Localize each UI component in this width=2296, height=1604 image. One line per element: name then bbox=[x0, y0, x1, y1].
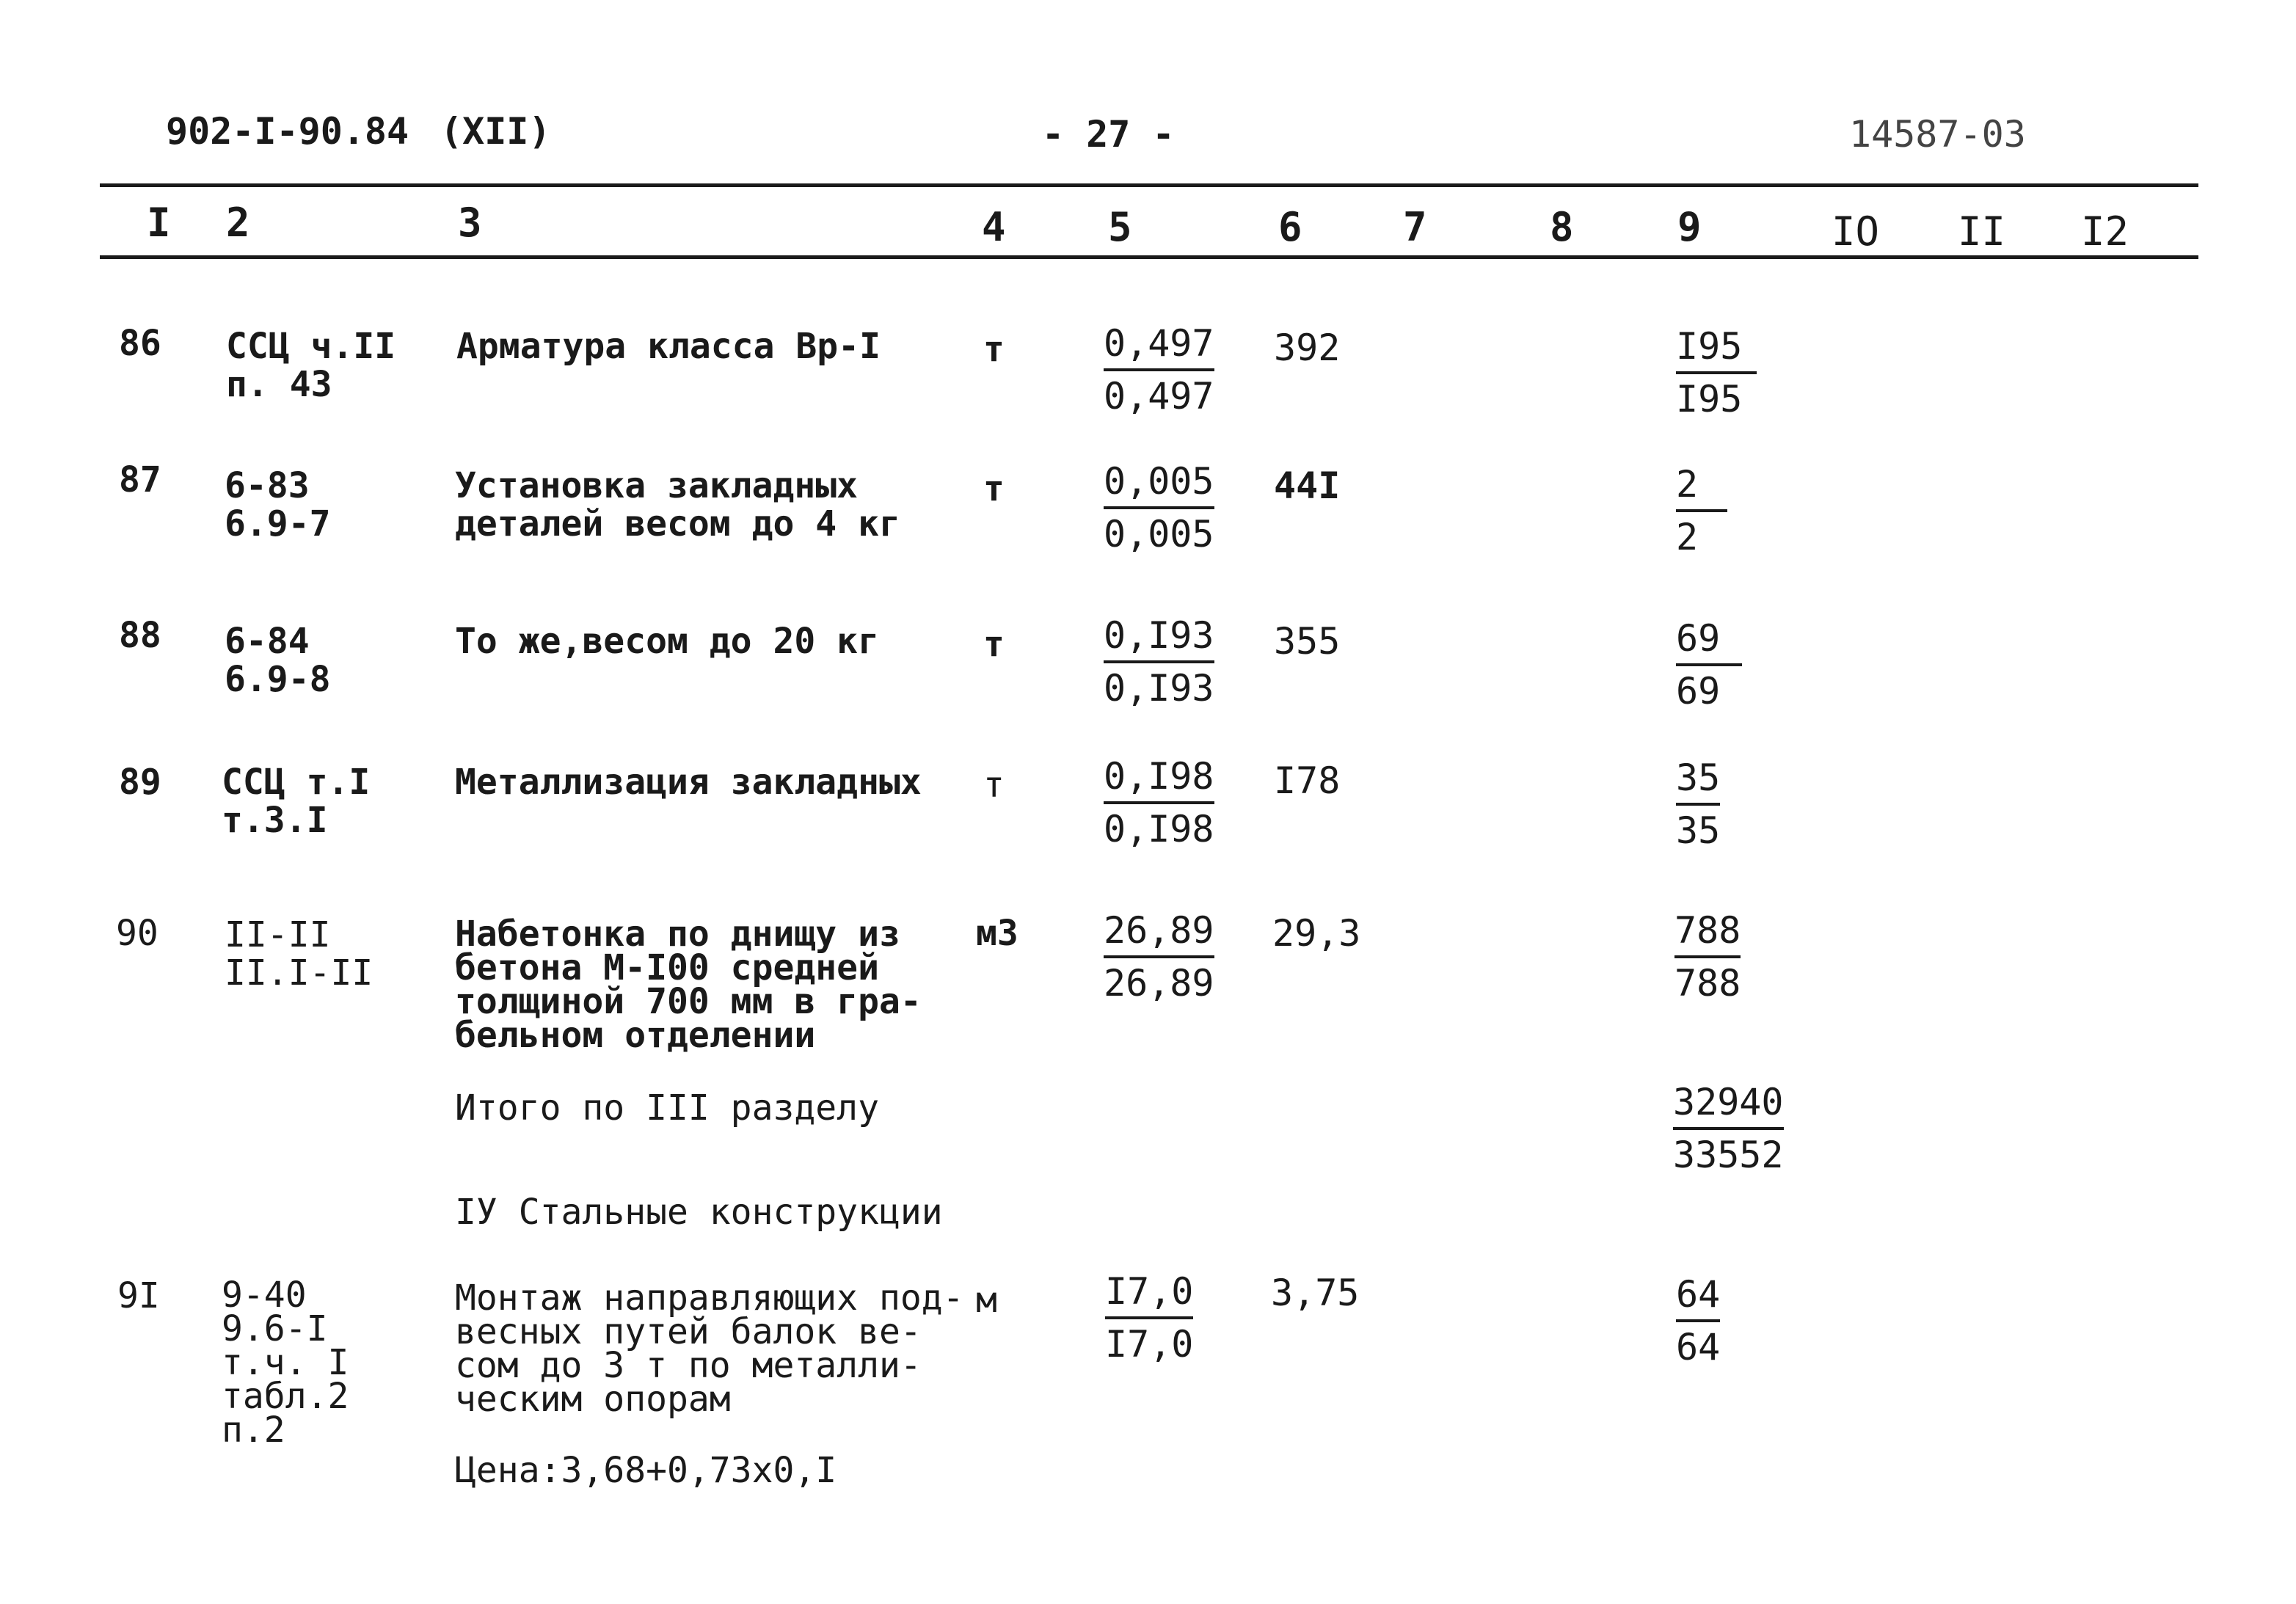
row-89-unit: т bbox=[983, 765, 1005, 806]
row-87-quantity: $\frac{0,005}{0,005}$ bbox=[1104, 460, 1214, 555]
header-bottom-rule bbox=[100, 255, 2198, 259]
row-89-cost: $\frac{35}{35}$ bbox=[1676, 757, 1721, 852]
column-header-7: 7 bbox=[1403, 204, 1427, 250]
row-90-unit-price: 29,3 bbox=[1272, 912, 1361, 955]
header-top-rule bbox=[100, 183, 2198, 187]
row-86-number: 86 bbox=[119, 323, 161, 364]
row-87-number: 87 bbox=[119, 459, 161, 500]
column-header-11: II bbox=[1958, 208, 2006, 255]
row-90-number: 90 bbox=[116, 913, 158, 954]
row-90-unit: м3 bbox=[976, 913, 1018, 954]
column-header-9: 9 bbox=[1677, 204, 1702, 250]
row-91-quantity: $\frac{I7,0}{I7,0}$ bbox=[1105, 1270, 1194, 1366]
row-86-code: ССЦ ч.II п. 43 bbox=[226, 326, 396, 405]
row-89-description: Металлизация закладных bbox=[455, 762, 922, 803]
section-heading: IУ Стальные конструкции bbox=[455, 1192, 943, 1233]
row-89-number: 89 bbox=[119, 762, 161, 803]
row-91-unit: м bbox=[976, 1280, 997, 1321]
row-90-description: Набетонка по днищу из бетона М-I00 средней толщиной 700 мм в гра- бельном отделении bbox=[455, 914, 922, 1056]
row-91-description: Монтаж направляющих под- весных путей балок ве- сом до 3 т по металли- ческим опорам bbox=[455, 1277, 964, 1420]
row-89-code: ССЦ т.I т.3.I bbox=[222, 762, 371, 841]
row-91-unit-price: 3,75 bbox=[1271, 1272, 1360, 1314]
row-90-cost: $\frac{788}{788}$ bbox=[1674, 909, 1741, 1005]
row-88-number: 88 bbox=[119, 615, 161, 656]
column-header-2: 2 bbox=[226, 200, 250, 246]
row-89-quantity: $\frac{0,I98}{0,I98}$ bbox=[1104, 755, 1214, 850]
subtotal-value: $\frac{32940}{33552}$ bbox=[1673, 1081, 1784, 1176]
row-88-unit: т bbox=[983, 624, 1005, 665]
row-87-description: Установка закладных деталей весом до 4 кг bbox=[455, 465, 900, 544]
section-code: (XII) bbox=[440, 110, 551, 153]
column-header-4: 4 bbox=[982, 204, 1006, 250]
row-87-cost: $\frac{2}{2}$ bbox=[1676, 464, 1727, 558]
column-header-1: I bbox=[147, 200, 171, 246]
row-88-quantity: $\frac{0,I93}{0,I93}$ bbox=[1104, 614, 1214, 710]
row-88-cost: $\frac{69}{69}$ bbox=[1676, 618, 1742, 712]
page-number: - 27 - bbox=[1042, 113, 1175, 156]
subtotal-label: Итого по III разделу bbox=[455, 1087, 879, 1129]
row-86-quantity: $\frac{0,497}{0,497}$ bbox=[1104, 322, 1214, 418]
doc-code: 902-I-90.84 bbox=[166, 110, 409, 153]
row-88-description: То же,весом до 20 кг bbox=[455, 621, 879, 662]
row-91-code: 9-40 9.6-I т.ч. I табл.2 п.2 bbox=[222, 1275, 349, 1451]
row-90-code: II-II II.I-II bbox=[225, 914, 373, 994]
row-91-number: 9I bbox=[117, 1275, 160, 1316]
row-87-unit: т bbox=[983, 468, 1005, 509]
column-header-8: 8 bbox=[1550, 204, 1574, 250]
column-header-10: IO bbox=[1832, 208, 1880, 255]
row-86-cost: $\frac{I95}{I95}$ bbox=[1676, 326, 1757, 420]
sheet-reference: 14587-03 bbox=[1849, 113, 2026, 156]
row-88-code: 6-84 6.9-8 bbox=[225, 621, 331, 700]
column-header-3: 3 bbox=[458, 200, 482, 246]
column-header-12: I2 bbox=[2081, 208, 2129, 255]
row-86-description: Арматура класса Вр-I bbox=[456, 326, 881, 367]
row-87-code: 6-83 6.9-7 bbox=[225, 465, 331, 544]
row-91-cost: $\frac{64}{64}$ bbox=[1676, 1273, 1721, 1368]
column-header-5: 5 bbox=[1108, 204, 1132, 250]
row-86-unit-price: 392 bbox=[1274, 327, 1341, 369]
row-90-quantity: $\frac{26,89}{26,89}$ bbox=[1104, 909, 1214, 1005]
row-86-unit: т bbox=[983, 329, 1005, 370]
row-87-unit-price: 44I bbox=[1274, 464, 1341, 507]
column-header-6: 6 bbox=[1278, 204, 1302, 250]
row-88-unit-price: 355 bbox=[1274, 620, 1341, 663]
price-note: Цена:3,68+0,73х0,I bbox=[455, 1450, 837, 1491]
row-89-unit-price: I78 bbox=[1274, 759, 1341, 802]
